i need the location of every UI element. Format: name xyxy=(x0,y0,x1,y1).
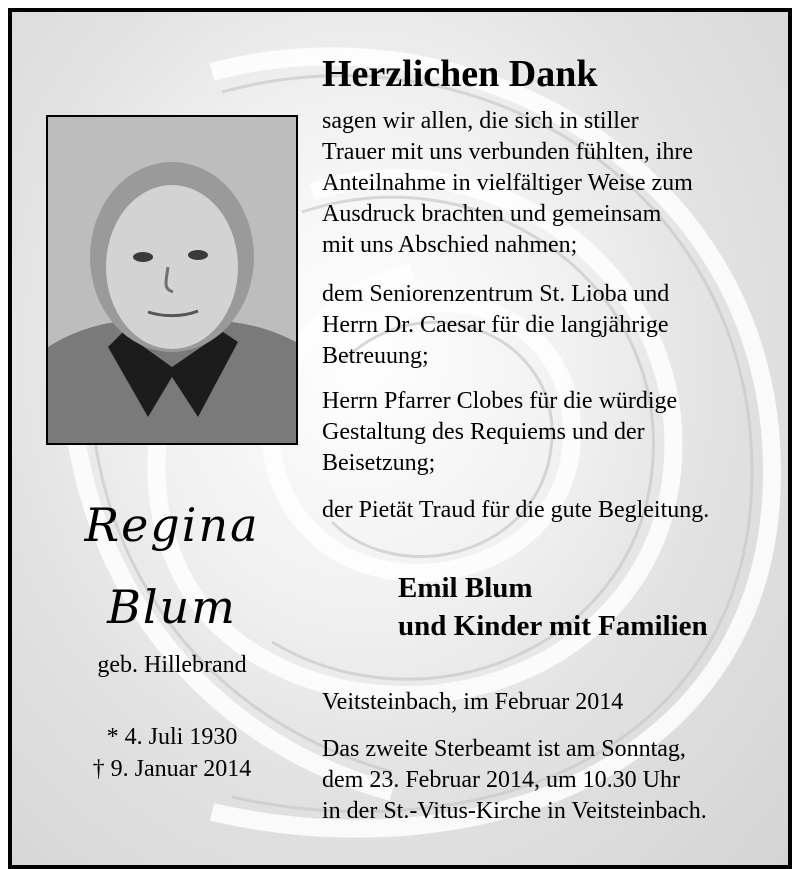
text-line: Ausdruck brachten und gemeinsam xyxy=(322,201,662,227)
notice-heading: Herzlichen Dank xyxy=(322,53,598,95)
place-date: Veitsteinbach, im Februar 2014 xyxy=(322,689,624,715)
text-line: der Pietät Traud für die gute Begleitung. xyxy=(322,497,710,523)
portrait-photo xyxy=(46,115,298,445)
text-line: Beisetzung; xyxy=(322,450,436,476)
maiden-name: geb. Hillebrand xyxy=(97,652,247,678)
text-line: dem 23. Februar 2014, um 10.30 Uhr xyxy=(322,767,680,793)
text-line: Anteilnahme in vielfältiger Weise zum xyxy=(322,170,693,196)
text-line: mit uns Abschied nahmen; xyxy=(322,232,578,258)
text-line: dem Seniorenzentrum St. Lioba und xyxy=(322,281,670,307)
text-line: Das zweite Sterbeamt ist am Sonntag, xyxy=(322,736,686,762)
signature-line: Emil Blum xyxy=(398,572,533,604)
thanks-paragraph-3 xyxy=(322,386,782,479)
text-line: Trauer mit uns verbunden fühlten, ihre xyxy=(322,139,694,165)
text-line: Gestaltung des Requiems und der xyxy=(322,419,645,445)
service-announcement xyxy=(322,734,782,827)
deceased-first-name: Regina xyxy=(84,498,260,552)
text-line: sagen wir allen, die sich in stiller xyxy=(322,108,639,134)
thanks-paragraph-2 xyxy=(322,279,782,372)
birth-date: * 4. Juli 1930 xyxy=(106,724,238,750)
thanks-paragraph-1 xyxy=(322,106,782,261)
thanks-paragraph-4 xyxy=(322,495,782,526)
text-line: Betreuung; xyxy=(322,343,429,369)
family-signature xyxy=(398,569,708,645)
text-line: in der St.-Vitus-Kirche in Veitsteinbach. xyxy=(322,798,707,824)
text-line: Herrn Pfarrer Clobes für die würdige xyxy=(322,388,678,414)
signature-line: und Kinder mit Familien xyxy=(398,610,708,642)
obituary-card xyxy=(8,8,792,869)
death-date: † 9. Januar 2014 xyxy=(92,756,252,782)
text-line: Herrn Dr. Caesar für die langjährige xyxy=(322,312,669,338)
deceased-last-name: Blum xyxy=(107,580,237,634)
